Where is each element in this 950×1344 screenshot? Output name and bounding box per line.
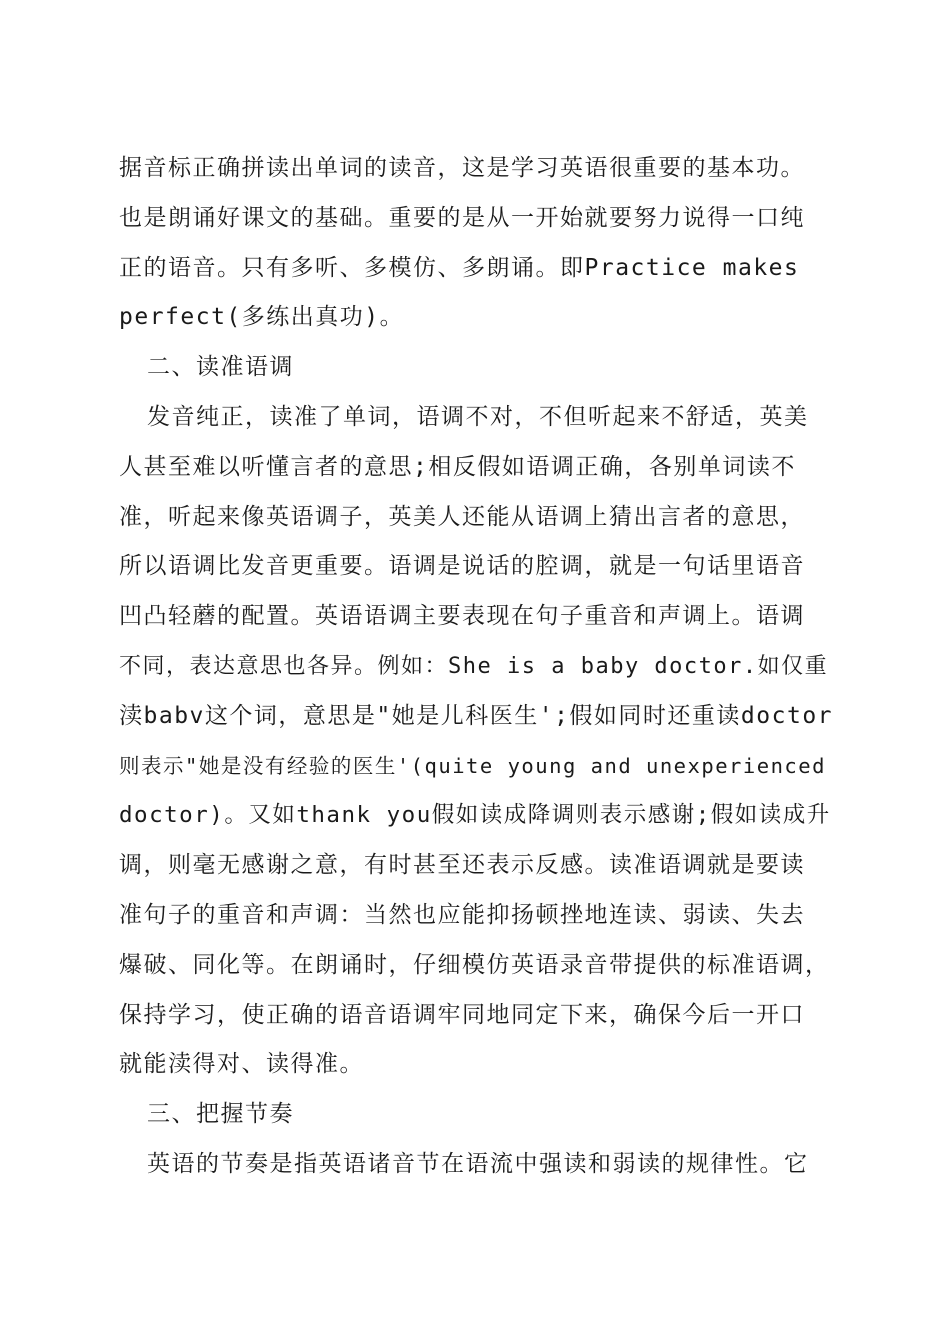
- text-line: 也是朗诵好课文的基础。重要的是从一开始就要努力说得一口纯: [119, 204, 805, 231]
- text-line: 调，则毫无感谢之意，有时甚至还表示反感。读准语调就是要读: [119, 852, 805, 879]
- paragraph-intonation: [119, 393, 835, 1090]
- text-line: 准，听起来像英语调子，英美人还能从语调上猜出言者的意思，: [119, 503, 805, 530]
- text-line: 发音纯正，读准了单词，语调不对，不但听起来不舒适，英美: [147, 403, 809, 430]
- text-line: 所以语调比发音更重要。语调是说话的腔调，就是一句话里语音: [119, 553, 805, 580]
- paragraph-continued: [119, 144, 835, 343]
- text-line: 爆破、同化等。在朗诵时，仔细模仿英语录音带提供的标准语调，: [119, 951, 830, 978]
- text-line: 则表示"她是没有经验的医生'(quite young and unexperienced: [119, 753, 826, 778]
- text-line: 凹凸轻蘑的配置。英语语调主要表现在句子重音和声调上。语调: [119, 603, 805, 630]
- heading-text: 二、读准语调: [147, 354, 294, 381]
- paragraph-rhythm: [119, 1140, 835, 1190]
- text-line: 据音标正确拼读出单词的读音，这是学习英语很重要的基本功。: [119, 155, 805, 181]
- text-line: doctor)。又如thank you假如读成降调则表示感谢;假如读成升: [119, 802, 831, 829]
- heading-text: 三、把握节奏: [147, 1101, 294, 1128]
- text-line: 人甚至难以听懂言者的意思;相反假如语调正确，各别单词读不: [119, 453, 796, 480]
- document-body: [119, 144, 835, 1190]
- text-line: 英语的节奏是指英语诸音节在语流中强读和弱读的规律性。它: [147, 1150, 809, 1177]
- text-line: perfect(多练出真功)。: [119, 304, 405, 331]
- text-line: 准句子的重音和声调：当然也应能抑扬顿挫地连读、弱读、失去: [119, 901, 805, 928]
- text-line: 渎babv这个词，意思是"她是儿科医生';假如同时还重读doctor: [119, 702, 834, 729]
- text-line: 保持学习，使正确的语音语调牢同地同定下来，确保今后一开口: [119, 1001, 805, 1028]
- section-heading-intonation: [119, 343, 835, 393]
- text-line: 正的语音。只有多听、多模仿、多朗诵。即Practice makes: [119, 254, 800, 281]
- section-heading-rhythm: [119, 1090, 835, 1140]
- text-line: 就能渎得对、读得准。: [119, 1051, 364, 1078]
- text-line: 不同，表达意思也各异。例如：She is a baby doctor.如仅重: [119, 653, 829, 679]
